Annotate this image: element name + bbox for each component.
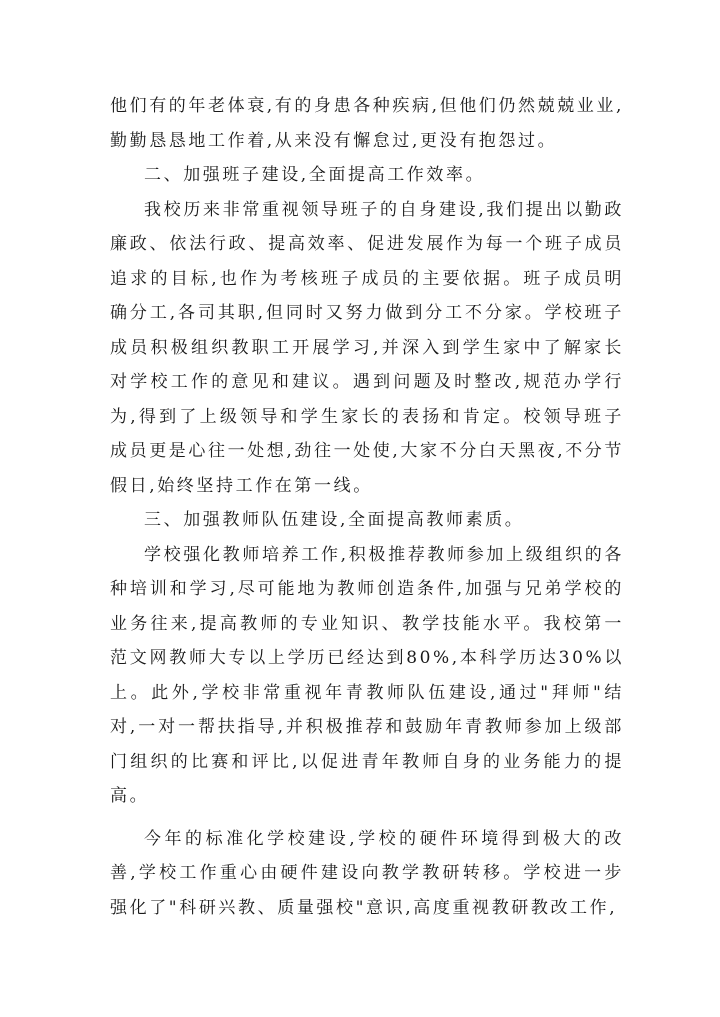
paragraph-standardization: 今年的标准化学校建设,学校的硬件环境得到极大的改善,学校工作重心由硬件建设向教学教研转移。学校进一步强化了"科研兴教、质量强校"意识,高度重视教研教改工作,: [110, 828, 624, 918]
section-heading-2: 二、加强班子建设,全面提高工作效率。: [144, 165, 486, 185]
section-heading-3: 三、加强教师队伍建设,全面提高教师素质。: [144, 510, 525, 530]
paragraph-continuation: 他们有的年老体衰,有的身患各种疾病,但他们仍然兢兢业业,勤勤恳恳地工作着,从来没有懈怠过,更没有抱怨过。: [110, 96, 625, 151]
paragraph-teachers: 学校强化教师培养工作,积极推荐教师参加上级组织的各种培训和学习,尽可能地为教师创造条件,加强与兄弟学校的业务往来,提高教师的专业知识、教学技能水平。我校第一范文网教师大专以上学历已经达到80%,本科学历达30%以上。此外,学校非常重视年青教师队伍建设,通过"拜师"结对,一对一帮扶指导,并积极推荐和鼓励年青教师参加上级部门组织的比赛和评比,以促进青年教师自身的业务能力的提高。: [110, 544, 624, 806]
paragraph-leadership: 我校历来非常重视领导班子的自身建设,我们提出以勤政廉政、依法行政、提高效率、促进发展作为每一个班子成员追求的目标,也作为考核班子成员的主要依据。班子成员明确分工,各司其职,但同时又努力做到分工不分家。学校班子成员积极组织教职工开展学习,并深入到学生家中了解家长对学校工作的意见和建议。遇到问题及时整改,规范办学行为,得到了上级领导和学生家长的表扬和肯定。校领导班子成员更是心往一处想,劲往一处使,大家不分白天黑夜,不分节假日,始终坚持工作在第一线。: [110, 199, 625, 496]
document-body: [110, 89, 624, 925]
